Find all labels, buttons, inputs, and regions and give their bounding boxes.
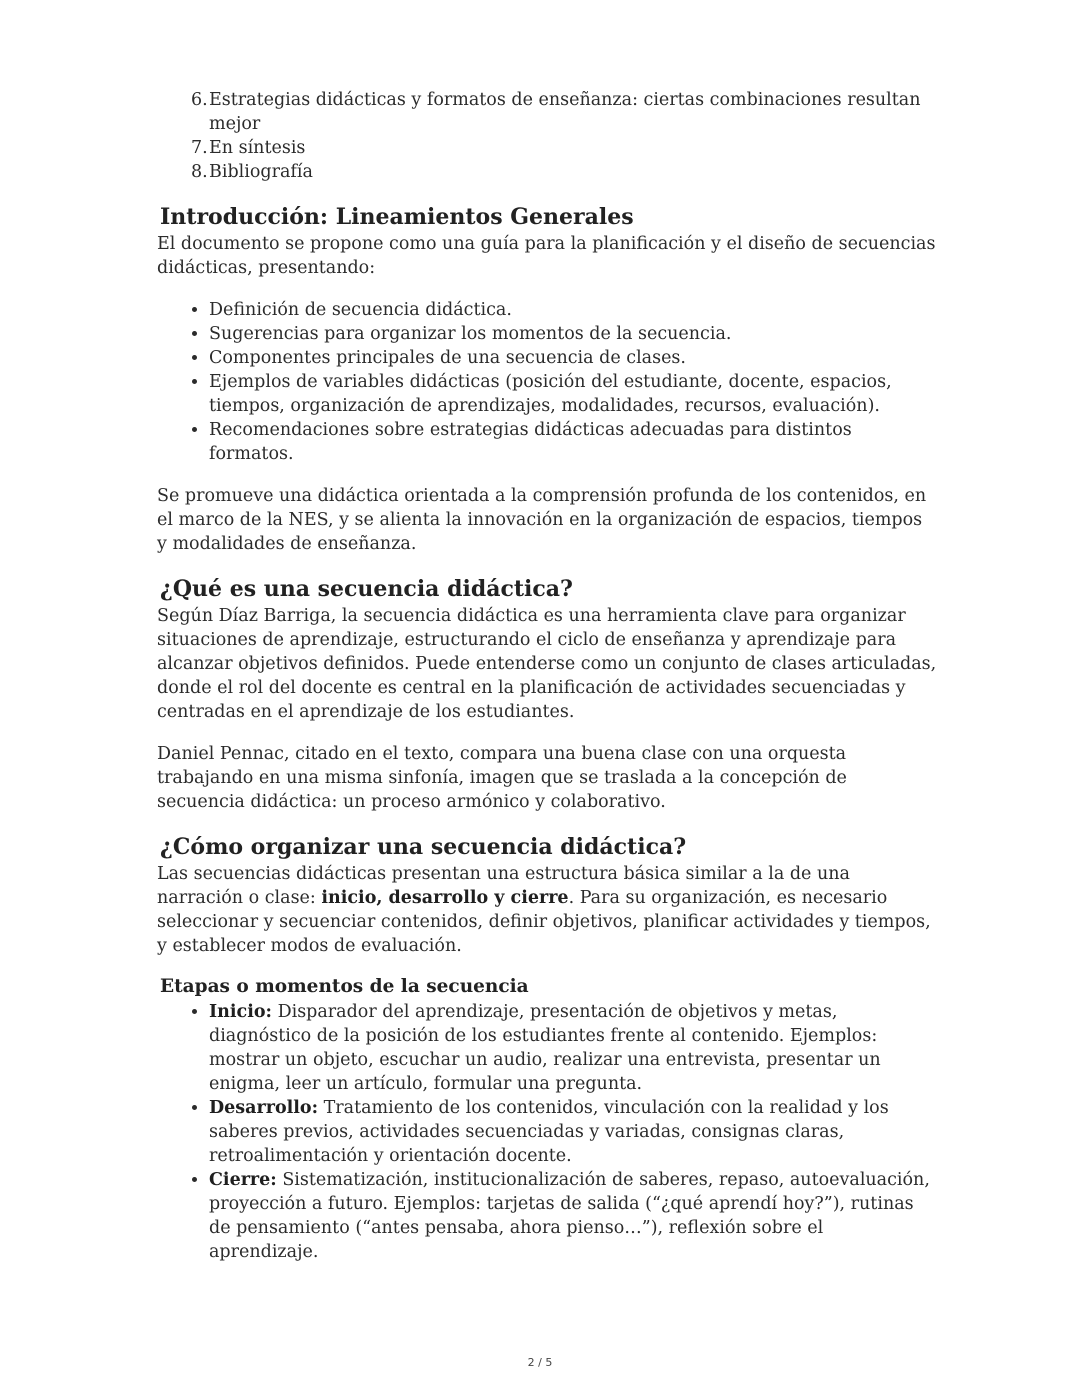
how-text-after: . Para su organización, es necesario seleccionar y secuenciar contenidos, definir objetivos, planificar actividades y tiempos, y establecer modos de evaluación. — [157, 888, 931, 956]
toc-number: 6. — [191, 90, 208, 110]
intro-closing: Se promueve una didáctica orientada a la comprensión profunda de los contenidos, en el marco de la NES, y se alienta la innovación en la organización de espacios, tiempos y modalidades de enseñanza. — [157, 486, 927, 554]
toc-text: Bibliografía — [209, 162, 313, 182]
stage-item-inicio — [209, 1000, 937, 1096]
list-item: • Sugerencias para organizar los momentos de la secuencia. — [209, 322, 937, 346]
what-paragraph-2: Daniel Pennac, citado en el texto, compara una buena clase con una orquesta trabajando en una misma sinfonía, imagen que se traslada a la concepción de secuencia didáctica: un proceso armónico y colaborativo. — [157, 744, 847, 812]
table-of-contents — [157, 88, 937, 184]
toc-item — [191, 136, 937, 160]
stage-text: Sistematización, institucionalización de saberes, repaso, autoevaluación, proyección a futuro. Ejemplos: tarjetas de salida (“¿qué aprendí hoy?”), rutinas de pensamiento (“antes pensaba, ahora pienso…”), reflexión sobre el aprendizaje. — [209, 1170, 930, 1262]
toc-item — [191, 88, 937, 136]
list-item: • Definición de secuencia didáctica. — [209, 298, 937, 322]
list-item: • Recomendaciones sobre estrategias didácticas adecuadas para distintos formatos. — [209, 418, 937, 466]
toc-number: 8. — [191, 162, 208, 182]
stage-text: Tratamiento de los contenidos, vinculación con la realidad y los saberes previos, actividades secuenciadas y variadas, consignas claras, retroalimentación y orientación docente. — [209, 1098, 889, 1166]
page-number: 2 / 5 — [527, 1356, 553, 1369]
stage-text: Disparador del aprendizaje, presentación de objetivos y metas, diagnóstico de la posición de los estudiantes frente al contenido. Ejemplos: mostrar un objeto, escuchar un audio, realizar una entrevista, presentar un enigma, leer un artículo, formular una pregunta. — [209, 1002, 881, 1094]
list-item: • Ejemplos de variables didácticas (posición del estudiante, docente, espacios, tiempos, organización de aprendizajes, modalidades, recursos, evaluación). — [209, 370, 937, 418]
how-heading: ¿Cómo organizar una secuencia didáctica? — [160, 834, 687, 860]
how-bold-text: inicio, desarrollo y cierre — [321, 888, 569, 908]
how-text-before: Las secuencias didácticas presentan una estructura básica similar a la de una narración o clase: — [157, 864, 850, 908]
stage-item-desarrollo — [209, 1096, 937, 1168]
stages-heading: Etapas o momentos de la secuencia — [160, 976, 529, 997]
intro-bullet-list — [157, 298, 937, 466]
toc-number: 7. — [191, 138, 208, 158]
how-paragraph — [157, 862, 937, 958]
stage-label: Desarrollo: — [209, 1098, 319, 1118]
stage-label: Cierre: — [209, 1170, 277, 1190]
stages-list — [157, 1000, 937, 1264]
what-paragraph-1: Según Díaz Barriga, la secuencia didáctica es una herramienta clave para organizar situaciones de aprendizaje, estructurando el ciclo de enseñanza y aprendizaje para alcanzar objetivos definidos. Puede entenderse como un conjunto de clases articuladas, donde el rol del docente es central en la planificación de actividades secuenciadas y centradas en el aprendizaje de los estudiantes. — [157, 606, 937, 722]
toc-item — [191, 160, 937, 184]
document-page — [157, 88, 937, 1264]
intro-lead: El documento se propone como una guía para la planificación y el diseño de secuencias didácticas, presentando: — [157, 234, 936, 278]
toc-text: Estrategias didácticas y formatos de enseñanza: ciertas combinaciones resultan mejor — [209, 90, 921, 134]
toc-text: En síntesis — [209, 138, 306, 158]
stage-item-cierre — [209, 1168, 937, 1264]
what-heading: ¿Qué es una secuencia didáctica? — [160, 576, 573, 602]
stage-label: Inicio: — [209, 1002, 272, 1022]
intro-heading: Introducción: Lineamientos Generales — [160, 204, 634, 230]
list-item: • Componentes principales de una secuencia de clases. — [209, 346, 937, 370]
